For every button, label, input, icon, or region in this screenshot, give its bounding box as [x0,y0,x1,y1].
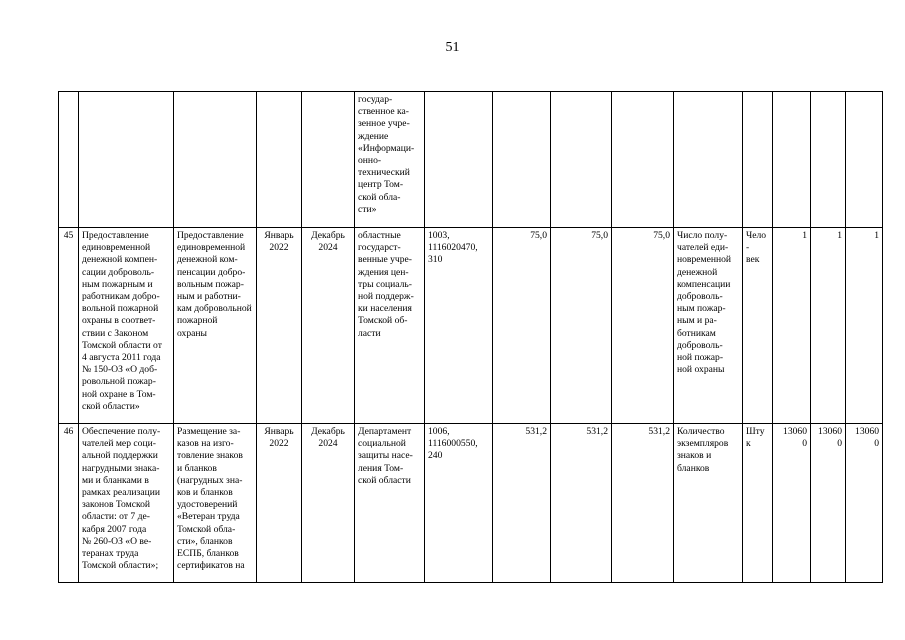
row-number: 45 [59,228,79,424]
indicator-year-1 [773,92,811,228]
indicator-year-1: 1 [773,228,811,424]
amount-year-2: 75,0 [551,228,612,424]
start-date [257,92,302,228]
amount-year-2: 531,2 [551,424,612,583]
budget-code: 1003, 1116020470, 310 [425,228,493,424]
amount-year-3 [612,92,674,228]
measure-name: Предоставление единовременной денежной компен- сации доброволь- ным пожарным и работникам добро- вольной пожарной охраны в соответ- ствии с Законом Томской области от 4 августа 2011 года № 150-ОЗ «О доб- ровольной пожар- ной охране в Том- ской области» [79,228,174,424]
amount-year-3: 531,2 [612,424,674,583]
indicator-name: Число полу- чателей еди- новременной денежной компенсации доброволь- ным пожар- ным и ра- ботникам доброволь- ной пожар- ной охраны [674,228,743,424]
indicator-year-2: 13060 0 [811,424,846,583]
row-number: 46 [59,424,79,583]
executor: Департамент социальной защиты насе- ления Том- ской области [355,424,425,583]
executor: государ- ственное ка- зенное учре- ждение «Информаци- онно- технический центр Том- ской обла- сти» [355,92,425,228]
indicator-year-1: 13060 0 [773,424,811,583]
table-row [59,424,883,583]
activity [174,92,257,228]
measures-table [58,91,883,583]
end-date: Декабрь 2024 [302,228,355,424]
amount-year-3: 75,0 [612,228,674,424]
row-number [59,92,79,228]
indicator-year-3: 13060 0 [846,424,883,583]
start-date: Январь 2022 [257,228,302,424]
unit [743,92,773,228]
start-date: Январь 2022 [257,424,302,583]
unit: Чело- век [743,228,773,424]
table-row [59,92,883,228]
end-date: Декабрь 2024 [302,424,355,583]
indicator-year-2: 1 [811,228,846,424]
page-number: 51 [445,40,460,55]
amount-year-1 [493,92,551,228]
executor: областные государст- венные учре- ждения цен- тры социаль- ной поддерж- ки населения Томской об- ласти [355,228,425,424]
amount-year-1: 531,2 [493,424,551,583]
activity: Размещение за- казов на изго- товление знаков и бланков (нагрудных зна- ков и бланков удостоверений «Ветеран труда Томской обла- сти», бланков ЕСПБ, бланков сертификатов на [174,424,257,583]
indicator-name: Количество экземпляров знаков и бланков [674,424,743,583]
unit: Штук [743,424,773,583]
measure-name: Обеспечение полу- чателей мер соци- альной поддержки нагрудными знака- ми и бланками в рамках реализации законов Томской области: от 7 де- кабря 2007 года № 260-ОЗ «О ве- теранах труда Томской области»; [79,424,174,583]
indicator-year-3: 1 [846,228,883,424]
measure-name [79,92,174,228]
end-date [302,92,355,228]
indicator-name [674,92,743,228]
amount-year-2 [551,92,612,228]
budget-code [425,92,493,228]
budget-code: 1006, 1116000550, 240 [425,424,493,583]
indicator-year-2 [811,92,846,228]
activity: Предоставление единовременной денежной ком- пенсации добро- вольным пожар- ным и работни- кам добровольной пожарной охраны [174,228,257,424]
amount-year-1: 75,0 [493,228,551,424]
table-row [59,228,883,424]
indicator-year-3 [846,92,883,228]
